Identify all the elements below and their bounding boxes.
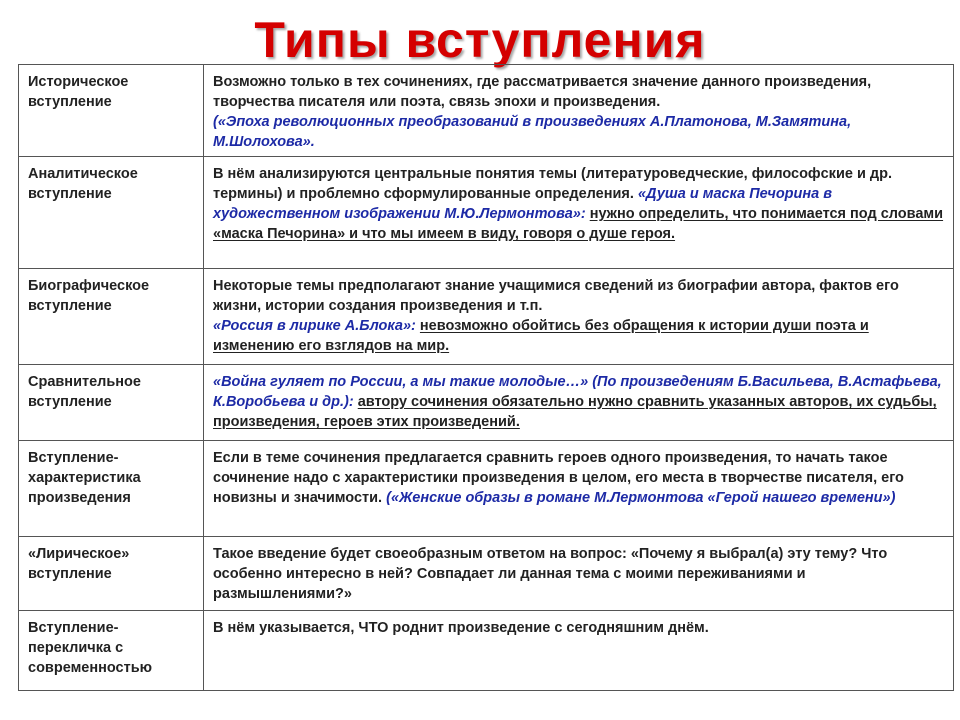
description-text: Такое введение будет своеобразным ответом на вопрос: «Почему я выбрал(а) эту тему? Что особенно интересно в ней? Совпадает ли данная тема с моими переживаниями и размышлениями?» <box>213 546 888 602</box>
row-description <box>204 365 954 441</box>
table-row <box>19 157 954 269</box>
example-explanation: автору сочинения обязательно нужно сравнить указанных авторов, их судьбы, произведения, героев этих произведений. <box>213 394 937 430</box>
slide-title: Типы вступления <box>254 12 706 68</box>
description-text: Некоторые темы предполагают знание учащимися сведений из биографии автора, фактов его жизни, истории создания произведения и т.п. <box>213 278 899 314</box>
row-description <box>204 65 954 157</box>
row-label: Аналитическое вступление <box>19 157 204 269</box>
example-text: («Эпоха революционных преобразований в произведениях А.Платонова, М.Замятина, М.Шолохова». <box>213 114 852 150</box>
example-text: «Война гуляет по России, а мы такие молодые…» (По произведениям Б.Васильева, В.Астафьева, К.Воробьева и др.): <box>213 374 942 410</box>
row-label: Сравнительное вступление <box>19 365 204 441</box>
description-text: Если в теме сочинения предлагается сравнить героев одного произведения, то начать такое сочинение надо с характеристики произведения в целом, его места в творчестве писателя, его новизны и значимости. <box>213 450 904 506</box>
description-text: В нём анализируются центральные понятия темы (литературоведческие, философские и др. термины) и проблемно сформулированные определения. <box>213 166 892 202</box>
description-text: Возможно только в тех сочинениях, где рассматривается значение данного произведения, творчества писателя или поэта, связь эпохи и произведения. <box>213 74 872 110</box>
description-text: В нём указывается, ЧТО роднит произведение с сегодняшним днём. <box>213 620 709 636</box>
row-description <box>204 157 954 269</box>
row-description <box>204 537 954 611</box>
row-label: Вступление-характеристика произведения <box>19 441 204 537</box>
table-row <box>19 441 954 537</box>
row-description <box>204 441 954 537</box>
example-explanation: невозможно обойтись без обращения к истории души поэта и изменению его взглядов на мир. <box>213 318 869 354</box>
intro-types-table <box>18 64 954 691</box>
example-text: «Душа и маска Печорина в художественном изображении М.Ю.Лермонтова»: <box>213 186 833 222</box>
table-row <box>19 269 954 365</box>
row-description <box>204 611 954 691</box>
row-label: Вступление-перекличка с современностью <box>19 611 204 691</box>
row-label: Биографическое вступление <box>19 269 204 365</box>
row-description <box>204 269 954 365</box>
example-text: «Россия в лирике А.Блока»: <box>213 318 416 334</box>
example-text: («Женские образы в романе М.Лермонтова «Герой нашего времени») <box>386 490 896 506</box>
table-row <box>19 65 954 157</box>
table-row <box>19 365 954 441</box>
table-row <box>19 537 954 611</box>
row-label: «Лирическое» вступление <box>19 537 204 611</box>
example-explanation: нужно определить, что понимается под словами «маска Печорина» и что мы имеем в виду, говоря о душе героя. <box>213 206 944 242</box>
table-row <box>19 611 954 691</box>
row-label: Историческое вступление <box>19 65 204 157</box>
